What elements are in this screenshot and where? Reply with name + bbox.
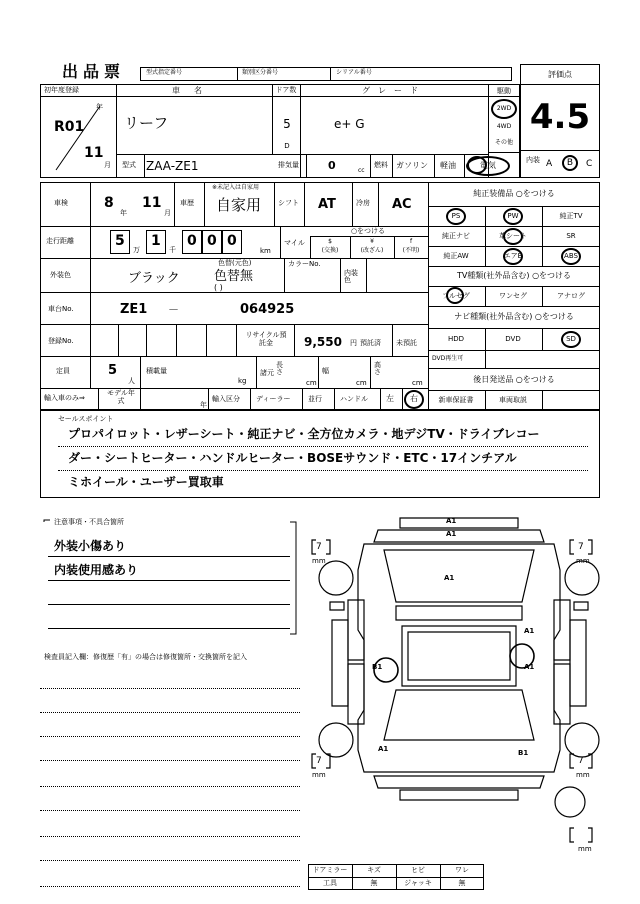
recycle-deposited: 預託済 [360,339,381,347]
tools-header-crack: ヒビ [411,866,425,874]
import-dealer: ディーラー [256,395,291,403]
tv-oneseg: ワンセグ [499,292,527,300]
import-only-label: 輸入車のみ⇒ [44,394,85,402]
nav-dvd: DVD [505,335,521,343]
tire-unit-rear-left: mm [312,771,326,779]
dvd-playable-label: DVD再生可 [432,355,464,362]
mileage-digit-5: 0 [227,233,237,249]
equip-genuine-nav: 純正ナビ [442,232,470,240]
equip-airbag: エアB [503,252,523,260]
mileage-circle-note: ○をつける [350,227,386,235]
color-change-value: 色替無 [214,269,254,284]
mileage-flag-exchanged-label: (交換) [321,247,339,254]
color-value: ブラック [128,271,180,286]
tire-unit-rear-right: mm [576,771,590,779]
displacement-value: 0 [328,159,336,172]
mileage-flag-tampered-label: (改ざん) [360,247,384,254]
mileage-digit-3: 0 [187,233,197,249]
door-count-label: ドア数 [275,86,297,94]
mileage-man-unit: 万 [133,246,140,254]
mileage-flag-unknown-label: (不明) [402,247,420,254]
tools-header-mirror: ドアミラー [312,866,348,874]
damage-rear-left: A1 [378,745,389,753]
import-type-label: 輸入区分 [212,395,240,403]
tv-type-title: TV種類(社外品含む) ○をつける [456,271,572,280]
import-parallel: 並行 [308,395,322,403]
sales-point-line-2: ダー・シートヒーター・ハンドルヒーター・BOSEサウンド・ETC・17インチアル [68,451,517,465]
mileage-digit-1: 5 [115,233,125,249]
reg-year-unit: 年 [96,103,103,111]
interior-label: 内装 [526,156,540,164]
registration-label: 登録No. [48,337,74,345]
equip-genuine-tv: 純正TV [559,212,583,220]
tire-unit-spare: mm [578,845,592,853]
damage-right-front-door: A1 [524,627,535,635]
tools-row-jack: ジャッキ [404,879,432,887]
tire-unit-front-right: mm [576,557,590,565]
tire-depth-rear-right: 7 [578,756,584,766]
mileage-km-unit: km [260,247,271,255]
note-line-1: 外装小傷あり [54,539,127,553]
later-shipment-title: 後日発送品 ○をつける [473,375,555,384]
damage-front-panel: A1 [446,530,457,538]
height-label: 高さ [374,361,381,376]
height-unit: cm [412,379,423,387]
recycle-amount: 9,550 [304,335,342,349]
nav-hdd: HDD [447,335,465,343]
class-number-label: 類別区分番号 [242,69,279,76]
history-label: 車歴 [180,199,194,207]
interior-color-label: 内装色 [344,269,358,284]
sales-points-label: セールスポイント [58,415,114,423]
door-count-value: 5 [283,117,291,131]
later-manual: 車両取説 [499,396,527,404]
fuel-gasoline: ガソリン [396,161,428,170]
grade-label: グレード [362,86,426,95]
handle-right: 右 [410,394,418,403]
load-unit: kg [238,377,247,385]
handle-label: ハンドル [340,395,368,403]
car-diagram [308,510,608,850]
nav-sd: SD [566,335,576,343]
type-spec-number-label: 型式指定番号 [146,69,183,76]
interior-grade-b: B [566,158,574,168]
inspection-year-unit: 年 [120,209,127,217]
tools-row-tools-value: 無 [370,879,378,887]
chassis-dash: － [168,303,179,316]
inspection-month-value: 11 [142,195,162,211]
dims-label: 諸元 [260,369,274,377]
equip-abs: ABS [564,252,578,260]
interior-grade-c: C [586,159,593,169]
score-label: 評価点 [548,70,572,79]
fuel-label: 燃料 [374,161,388,169]
equip-genuine-aw: 純正AW [443,252,469,260]
equip-leather-seat: 革シート [499,232,527,240]
sales-point-line-1: プロパイロット・レザーシート・純正ナビ・全方位カメラ・地デジTV・ドライブレコー [68,427,540,441]
displacement-unit: cc [358,167,365,174]
form-title: 出品票 [62,62,126,81]
load-label: 積載量 [146,367,167,375]
ac-value: AC [392,197,412,212]
tire-depth-rear-left: 7 [316,756,322,766]
history-value: 自家用 [216,196,262,214]
mile-label: マイル [284,239,305,247]
capacity-label: 定員 [56,367,70,375]
serial-number-label: シリアル番号 [336,69,372,76]
car-name-value: リーフ [124,114,169,132]
width-unit: cm [356,379,367,387]
chassis-number: 064925 [240,302,295,317]
tools-row-tools: 工具 [323,879,337,887]
first-registration-label: 初年度登録 [44,86,79,94]
fuel-diesel: 軽油 [440,161,456,170]
mileage-flag-exchanged: $ [328,238,332,245]
car-name-label: 車名 [172,86,216,95]
recycle-label: リサイクル預託金 [245,331,287,347]
mileage-flag-tampered: ¥ [370,238,374,245]
history-note: ※未記入は自家用 [212,184,260,191]
ac-label: 冷房 [356,199,370,207]
color-change-label: 色替(元色) [218,259,252,267]
model-value: ZAA-ZE1 [146,159,199,173]
damage-hood: A1 [444,574,455,582]
mileage-label: 走行距離 [46,237,74,245]
note-line-2: 内装使用感あり [54,563,139,577]
color-number-label: カラーNo. [288,260,321,268]
inspector-note-label: 検査員記入欄：修復歴「有」の場合は修復箇所・交換箇所を記入 [44,653,247,661]
drive-2wd: 2WD [496,105,512,112]
damage-rear-right: B1 [518,749,529,757]
notes-label: 注意事項・不具合箇所 [54,518,124,526]
reg-month-value: 11 [84,145,104,161]
drive-label: 駆動 [497,87,511,95]
genuine-equipment-title: 純正装備品 ○をつける [473,189,555,198]
tire-depth-front-right: 7 [578,542,584,552]
model-year-label: モデル年式 [107,389,135,405]
nav-type-title: ナビ種類(社外品含む) ○をつける [454,312,574,321]
tire-depth-front-left: 7 [316,542,322,552]
reg-year-value: R01 [54,119,85,135]
tv-analog: アナログ [557,292,585,300]
equip-ps: PS [451,212,461,220]
mileage-digit-2: 1 [151,233,161,249]
tv-fullseg: フルセグ [442,292,470,300]
score-value: 4.5 [529,97,591,137]
length-unit: cm [306,379,317,387]
capacity-unit: 人 [128,377,135,385]
equip-sunroof: SR [566,232,576,240]
handle-left: 左 [386,394,394,403]
length-label: 長さ [276,361,283,376]
model-label: 型式 [122,161,136,169]
notes-bracket [40,518,304,638]
recycle-unit: 円 [350,339,357,347]
header-id-fields [140,67,512,81]
color-label: 外装色 [50,271,71,279]
damage-right-rear-door: A1 [524,663,535,671]
damage-left-rear-door: B1 [372,663,383,671]
interior-grade-a: A [546,159,553,169]
drive-other: その他 [494,139,514,146]
recycle-not-deposited: 未預託 [396,339,417,347]
fuel-electric: 電気 [480,161,496,170]
tools-row-jack-value: 無 [458,879,466,887]
inspection-year-value: 8 [104,195,114,211]
door-unit: D [284,142,290,150]
reg-month-unit: 月 [104,161,111,169]
inspection-label: 車検 [54,199,68,207]
grade-value: e+ G [334,117,365,131]
mileage-digit-4: 0 [207,233,217,249]
mileage-flag-unknown: f [409,238,413,245]
later-warranty: 新車保証書 [438,396,474,404]
chassis-label: 車台No. [48,305,74,313]
shift-label: シフト [278,199,299,207]
sales-point-line-3: ミホイール・ユーザー買取車 [68,475,224,489]
tools-header-scratch: キズ [367,866,381,874]
equip-pw: PW [507,212,519,220]
import-year-unit: 年 [200,401,207,409]
tire-unit-front-left: mm [312,557,326,565]
capacity-value: 5 [108,363,118,378]
width-label: 幅 [322,367,329,375]
damage-front-bumper: A1 [446,517,457,525]
displacement-label: 排気量 [278,161,299,169]
drive-4wd: 4WD [496,123,512,130]
shift-value: AT [318,197,336,212]
color-change-paren: ( ) [214,283,223,292]
chassis-prefix: ZE1 [120,302,148,317]
tools-header-break: ワレ [455,866,469,874]
inspection-month-unit: 月 [164,209,171,217]
mileage-sen-unit: 千 [169,246,176,254]
